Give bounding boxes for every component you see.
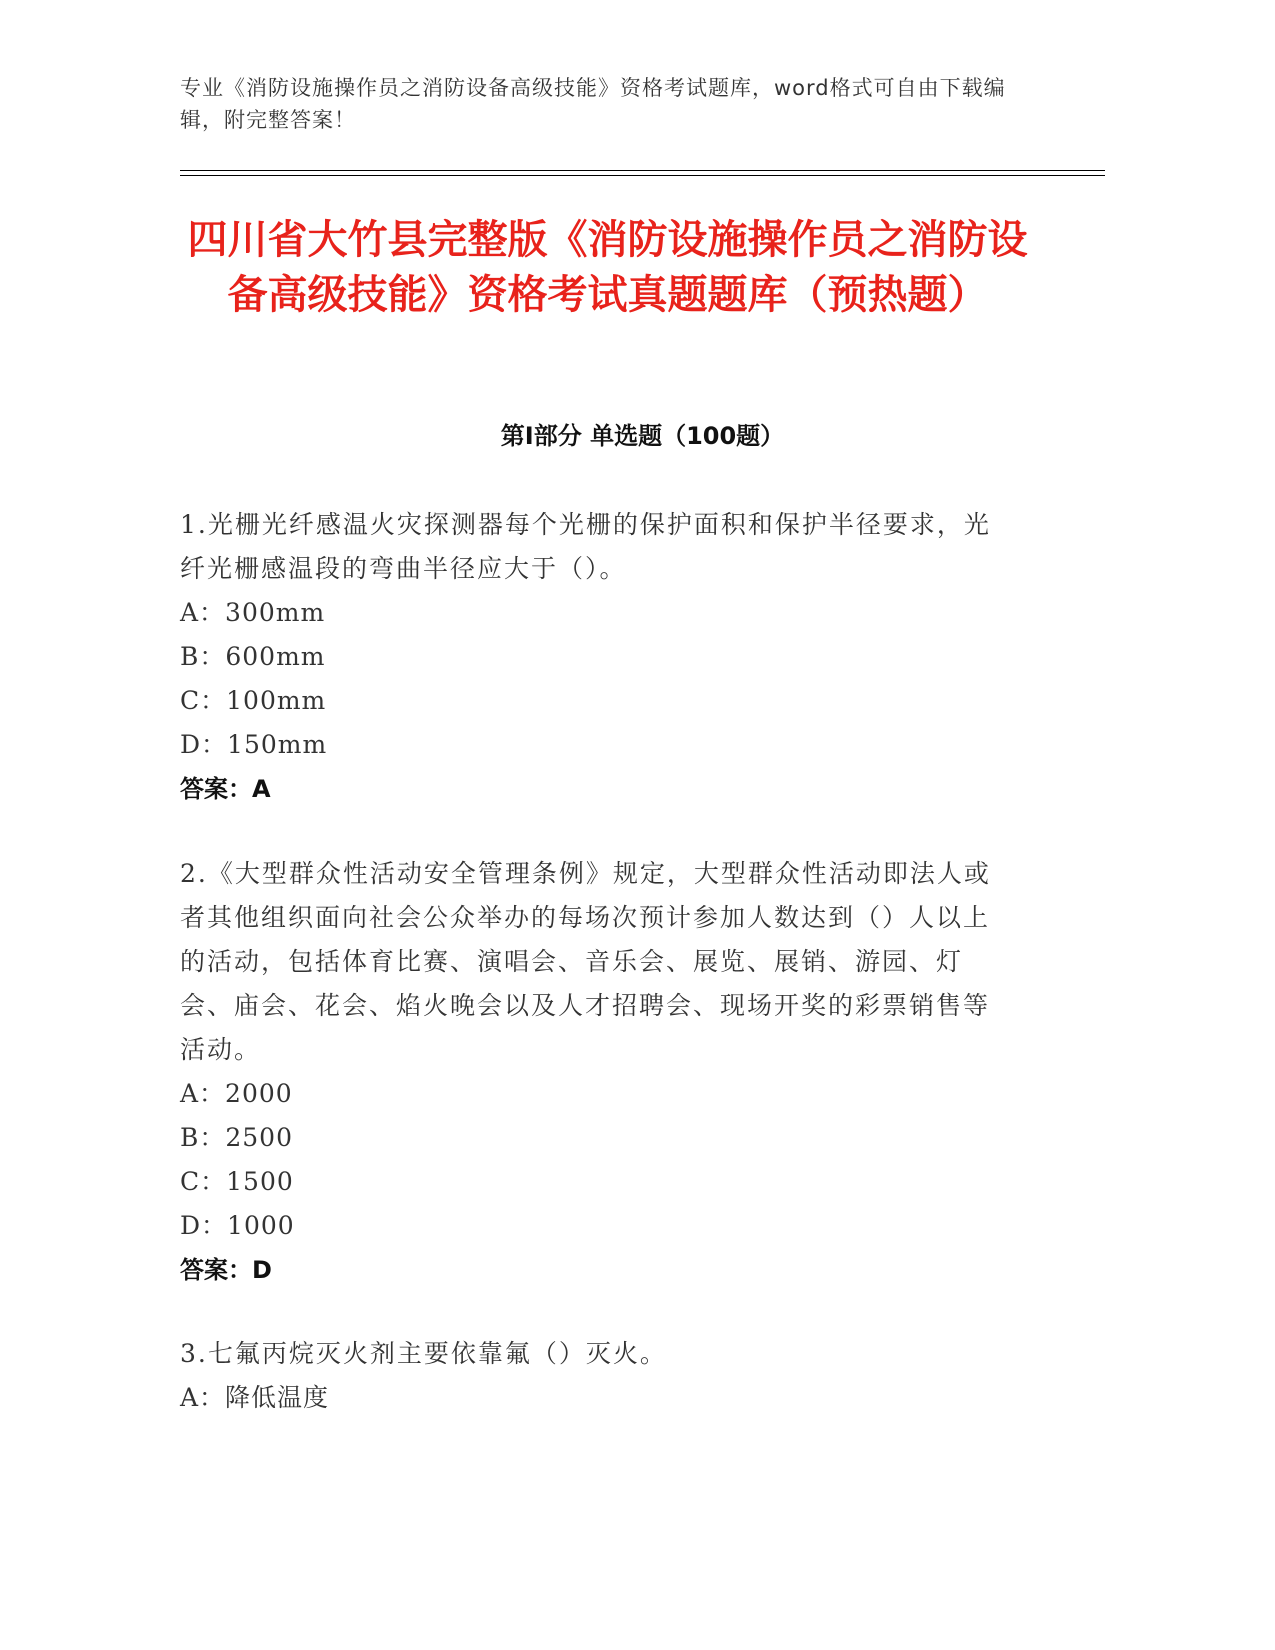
option-a: A：降低温度: [180, 1383, 330, 1412]
answer: 答案：D: [180, 1256, 272, 1284]
option-b: B：600mm: [180, 642, 326, 671]
question-stem: 1.光栅光纤感温火灾探测器每个光栅的保护面积和保护半径要求，光纤光栅感温段的弯曲半径应大于（）。: [180, 510, 991, 583]
question-2: [180, 852, 1015, 1292]
answer: 答案：A: [180, 775, 271, 803]
option-d: D：1000: [180, 1211, 295, 1240]
option-a: A：2000: [180, 1079, 293, 1108]
option-c: C：1500: [180, 1167, 294, 1196]
section-title: 第I部分 单选题（100题）: [500, 422, 785, 450]
question-1: [180, 503, 1015, 811]
option-c: C：100mm: [180, 686, 327, 715]
header-divider-top: [180, 170, 1105, 171]
question-stem: 3.七氟丙烷灭火剂主要依靠氟（）灭火。: [180, 1339, 667, 1368]
header-note: 专业《消防设施操作员之消防设备高级技能》资格考试题库，word格式可自由下载编辑，附完整答案！: [180, 76, 1006, 132]
option-b: B：2500: [180, 1123, 293, 1152]
option-d: D：150mm: [180, 730, 328, 759]
question-stem: 2.《大型群众性活动安全管理条例》规定，大型群众性活动即法人或者其他组织面向社会公众举办的每场次预计参加人数达到（）人以上的活动，包括体育比赛、演唱会、音乐会、展览、展销、游园、灯会、庙会、花会、焰火晚会以及人才招聘会、现场开奖的彩票销售等活动。: [180, 859, 991, 1064]
question-3: [180, 1332, 1015, 1420]
header-divider-bottom: [180, 175, 1105, 176]
document-title: 四川省大竹县完整版《消防设施操作员之消防设备高级技能》资格考试真题题库（预热题）: [187, 217, 1028, 318]
option-a: A：300mm: [180, 598, 326, 627]
